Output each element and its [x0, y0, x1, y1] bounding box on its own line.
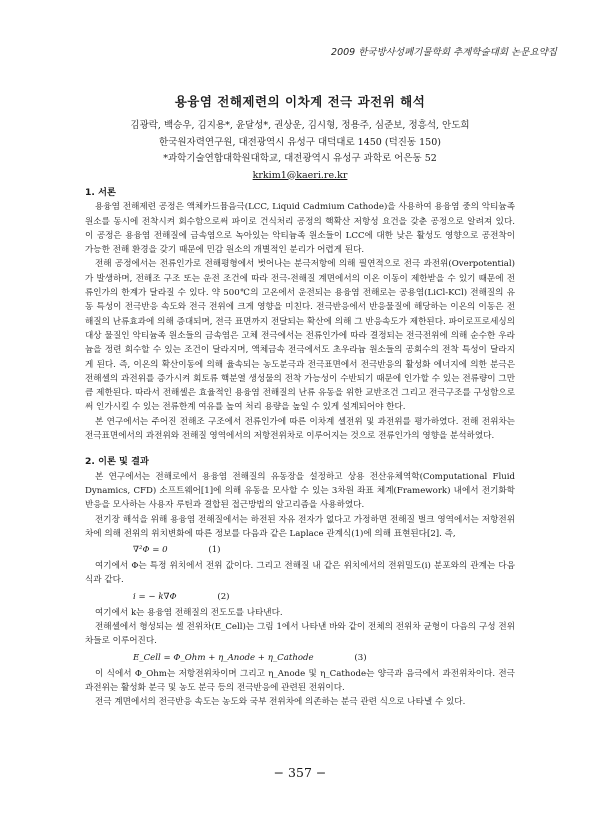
paper-body: [85, 186, 515, 710]
intro-paragraph-3: 본 연구에서는 주어진 전해조 구조에서 전류인가에 따른 이차계 셀전위 및 과전위를 평가하였다. 전해 전위차는 전극표면에서의 과전위와 전해질 영역에서의 저항전위차로 이루어지는 것으로 전류인가의 영향을 분석하였다.: [85, 416, 515, 442]
theory-paragraph-3: 여기에서 Φ는 특정 위치에서 전위 값이다. 그리고 전해질 내 같은 위치에서의 전위밀도(i) 분포와의 관계는 다음 식과 같다.: [85, 561, 515, 586]
equation-1: [85, 541, 515, 559]
theory-paragraph-7: 전극 계면에서의 전극반응 속도는 농도와 국부 전위차에 의존하는 분극 관련 식으로 나타낼 수 있다.: [95, 697, 466, 708]
author-list: 김광락, 백승우, 김지용*, 윤달성*, 권상운, 김시형, 정용주, 심준보, 정흥석, 안도희: [130, 120, 470, 131]
conference-header: 2009 한국방사성폐기물학회 추계학술대회 논문요약집: [331, 47, 557, 58]
section-heading-intro: 1. 서론: [85, 187, 116, 198]
equation-3: [85, 649, 515, 667]
affiliation-secondary: *과학기술연합대학원대학교, 대전광역시 유성구 과학로 어은동 52: [163, 153, 437, 164]
affiliation-primary: 한국원자력연구원, 대전광역시 유성구 대덕대로 1450 (덕진동 150): [159, 136, 441, 148]
theory-paragraph-6: 이 식에서 Φ_Ohm는 저항전위차이며 그리고 η_Anode 및 η_Cathode는 양극과 음극에서 과전위차이다. 전극 과전위는 활성화 분극 및 농도 분극 등의 전극반응에 관련된 전위이다.: [85, 668, 515, 693]
contact-email[interactable]: krkim1@kaeri.re.kr: [252, 169, 348, 181]
theory-paragraph-4: 여기에서 k는 용융염 전해질의 전도도를 나타낸다.: [95, 607, 283, 618]
theory-paragraph-1: 본 연구에서는 전해로에서 용융염 전해질의 유동장을 설정하고 상용 전산유체역학(Computational Fluid Dynamics, CFD) 소프트웨어[1]에 의해 유동을 모사할 수 있는 3차원 좌표 체계(Framework) 내에서 전기화학반응을 모사하는 사용자 루틴과 결합된 접근방법의 알고리즘을 사용하였다.: [85, 471, 515, 511]
equation-1-body: ∇²Φ = 0: [133, 545, 168, 556]
equation-2: [85, 588, 515, 606]
author-block: [0, 118, 600, 184]
intro-paragraph-2: 전해 공정에서는 전류인가로 전해평형에서 벗어나는 분극저항에 의해 필연적으로 전극 과전위(Overpotential)가 발생하며, 전해조 구조 또는 운전 조건에 따라 전극-전해질 계면에서의 이온 이동이 제한받을 수 있기 때문에 전류인가의 한계가 달라질 수 있다. 약 500℃의 고온에서 운전되는 용융염 전해로는 공용염(LiCl-KCl) 전해질의 유동 특성이 전극반응 속도와 전극 전위에 크게 영향을 미친다. 전극반응에서 반응물질에 해당하는 이온의 이동은 전해질의 난류효과에 의해 증대되며, 전극 표면까지 전달되는 확산에 의해 그 반응속도가 제한된다. 파이로프로세싱의 대상 물질인 악티늄족 원소들의 금속염은 고체 전극에서는 전류인가에 따라 결정되는 전극전위에 의해 순수한 우라늄을 정련 회수할 수 있는 조건이 달라지며, 액체금속 전극에서도 초우라늄 원소들의 공회수의 전착 특성이 달라지게 된다. 즉, 이온의 확산이동에 의해 율속되는 농도분극과 전극표면에서 전극반응의 활성화 에너지에 의한 분극은 전해셀의 과전위를 증가시켜 회토류 핵분열 생성물의 전착 가능성이 수반되기 때문에 인가할 수 있는 전류량이 그만큼 제한된다. 따라서 전해셀은 효율적인 용융염 전해질의 난류 유동을 위한 교반조건 그리고 전극구조를 구성함으로써 인가시킬 수 있는 전류한계 여유를 높여 처리 용량을 높일 수 있게 설계되어야 한다.: [85, 259, 515, 413]
section-heading-theory: 2. 이론 및 결과: [85, 456, 149, 468]
page-number: − 357 −: [273, 765, 327, 780]
intro-paragraph-1: 용융염 전해제련 공정은 액체카드뮴음극(LCC, Liquid Cadmium Cathode)을 사용하여 용융염 중의 악티늄족 원소를 동시에 전착시켜 회수함으로써 파이로 건식처리 공정의 핵확산 저항성 요건을 갖춘 공정으로 알려져 있다. 이 공정은 용융염 전해질에 금속염으로 녹아있는 악티늄족 원소들이 LCC에 대한 낮은 활성도 영향으로 공전착이 가능한 전해 환경을 갖기 때문에 민감 원소의 개별적인 분리가 어렵게 된다.: [85, 202, 516, 256]
equation-3-number: (3): [354, 652, 367, 663]
theory-paragraph-2: 전기장 해석을 위해 용융염 전해질에서는 하전된 자유 전자가 없다고 가정하면 전해질 벌크 영역에서는 저항전위차에 의해 전위의 위치변화에 따른 정보를 다음과 같은 Laplace 관계식(1)에 의해 표현된다[2]. 즉,: [85, 514, 515, 539]
equation-2-number: (2): [217, 591, 230, 602]
equation-3-body: E_Cell = Φ_Ohm + η_Anode + η_Cathode: [133, 652, 314, 663]
equation-1-number: (1): [208, 545, 221, 556]
equation-2-body: i = − k∇Φ: [133, 591, 177, 602]
theory-paragraph-5: 전해셀에서 형성되는 셀 전위차(E_Cell)는 그림 1에서 나타낸 바와 같이 전체의 전위차 균형이 다음의 구성 전위차들로 이루어진다.: [85, 622, 515, 647]
paper-title: 용융염 전해제련의 이차계 전극 과전위 해석: [174, 94, 426, 109]
